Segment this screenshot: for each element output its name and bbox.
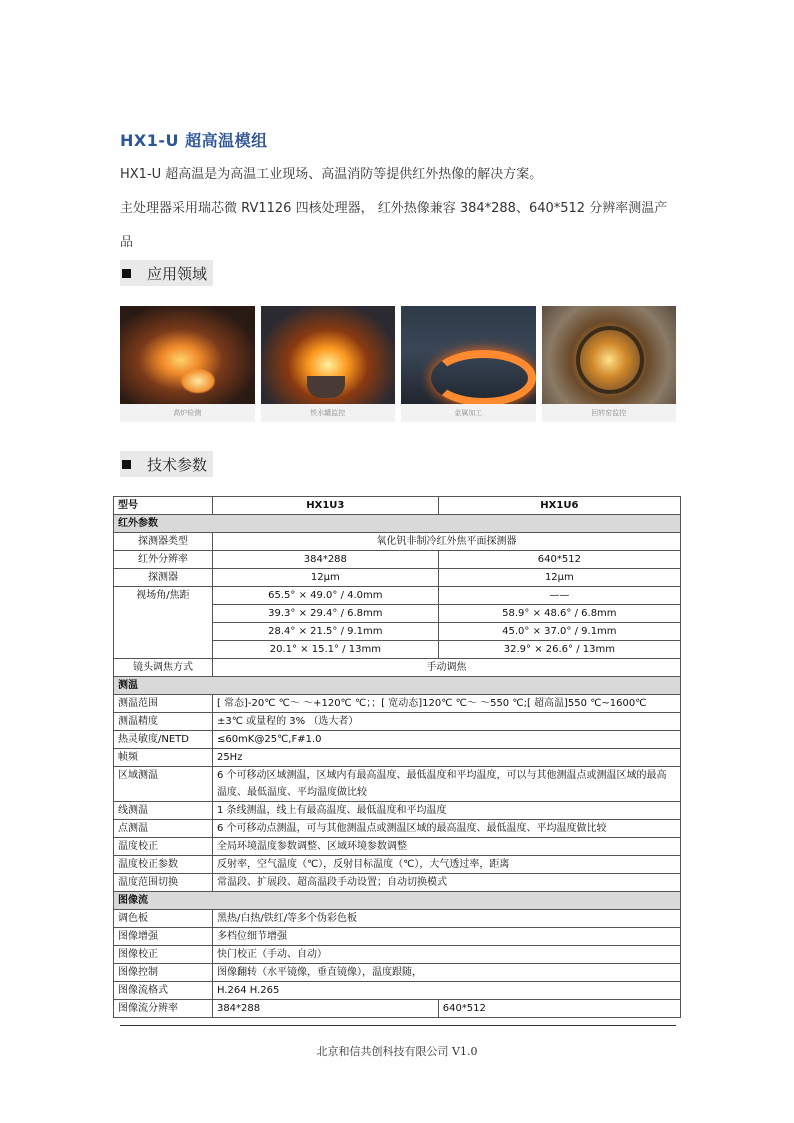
row-label: 温度校正 (114, 838, 213, 856)
row-value: ±3℃ 或量程的 3% （选大者） (212, 713, 680, 731)
rotary-kiln-photo (542, 306, 677, 404)
table-row (114, 946, 681, 964)
row-value: 384*288 (212, 551, 438, 569)
row-label: 测温范围 (114, 695, 213, 713)
square-bullet-icon (122, 269, 131, 278)
row-label: 红外分辨率 (114, 551, 213, 569)
table-row (114, 802, 681, 820)
row-value: 20.1° × 15.1° / 13mm (212, 641, 438, 659)
application-caption: 高炉检测 (173, 409, 202, 417)
row-value: 黑热/白热/铁红/等多个伪彩色板 (212, 910, 680, 928)
row-value: 全局环境温度参数调整、区域环境参数调整 (212, 838, 680, 856)
table-row (114, 551, 681, 569)
intro-line-1: HX1-U 超高温是为高温工业现场、高温消防等提供红外热像的解决方案。 (120, 167, 543, 182)
application-card (401, 306, 536, 422)
row-value: 12μm (438, 569, 680, 587)
metal-processing-photo (401, 306, 536, 404)
row-label: 热灵敏度/NETD (114, 731, 213, 749)
row-value: 65.5° × 49.0° / 4.0mm (212, 587, 438, 605)
row-value: 氧化钒非制冷红外焦平面探测器 (212, 533, 680, 551)
page-footer: 北京和信共创科技有限公司 V1.0 (316, 1045, 478, 1058)
row-label: 线测温 (114, 802, 213, 820)
section-specs (120, 451, 213, 477)
table-row (114, 1000, 681, 1018)
table-row (114, 587, 681, 605)
ladle-photo (261, 306, 396, 404)
row-value: 25Hz (212, 749, 680, 767)
footer-divider (120, 1025, 676, 1026)
table-row (114, 749, 681, 767)
application-card (120, 306, 255, 422)
table-row (114, 964, 681, 982)
row-value: [ 常态]-20℃ ℃～ ～+120℃ ℃；；[ 宽动态]120℃ ℃～ ～550 ℃;[ 超高温]550 ℃~1600℃ (212, 695, 680, 713)
table-row (114, 910, 681, 928)
blast-furnace-photo (120, 306, 255, 404)
row-label: 图像增强 (114, 928, 213, 946)
application-card (542, 306, 677, 422)
row-value: 常温段、扩展段、超高温段手动设置；自动切换模式 (212, 874, 680, 892)
group-row (114, 677, 681, 695)
row-value: 39.3° × 29.4° / 6.8mm (212, 605, 438, 623)
table-row (114, 820, 681, 838)
row-value: 12μm (212, 569, 438, 587)
row-value: 1 条线测温，线上有最高温度、最低温度和平均温度 (212, 802, 680, 820)
row-value: 多档位细节增强 (212, 928, 680, 946)
row-label: 探测器类型 (114, 533, 213, 551)
application-caption: 铁水罐监控 (310, 409, 346, 417)
row-label: 探测器 (114, 569, 213, 587)
row-label: 图像校正 (114, 946, 213, 964)
group-stream: 图像流 (114, 892, 681, 910)
table-row (114, 713, 681, 731)
application-gallery (120, 306, 676, 422)
row-value: —— (438, 587, 680, 605)
table-row (114, 533, 681, 551)
table-row (114, 838, 681, 856)
row-value: ≤60mK@25℃,F#1.0 (212, 731, 680, 749)
table-row (114, 695, 681, 713)
row-value: 45.0° × 37.0° / 9.1mm (438, 623, 680, 641)
header-model: 型号 (114, 497, 213, 515)
row-label: 温度范围切换 (114, 874, 213, 892)
table-row (114, 856, 681, 874)
row-value: 28.4° × 21.5° / 9.1mm (212, 623, 438, 641)
header-hx1u3: HX1U3 (212, 497, 438, 515)
square-bullet-icon (122, 460, 131, 469)
section-title: 技术参数 (147, 455, 208, 474)
application-card (261, 306, 396, 422)
row-label: 测温精度 (114, 713, 213, 731)
row-value: 640*512 (438, 1000, 680, 1018)
row-value: 快门校正（手动、自动） (212, 946, 680, 964)
table-row (114, 767, 681, 802)
row-label: 温度校正参数 (114, 856, 213, 874)
table-row (114, 731, 681, 749)
row-label: 区域测温 (114, 767, 213, 802)
row-value: 6 个可移动点测温，可与其他测温点或测温区域的最高温度、最低温度、平均温度做比较 (212, 820, 680, 838)
row-label: 视场角/焦距 (114, 587, 213, 659)
section-title: 应用领域 (147, 264, 208, 283)
group-measure: 测温 (114, 677, 681, 695)
row-value: 6 个可移动区域测温，区域内有最高温度、最低温度和平均温度，可以与其他测温点或测温区域的最高温度、最低温度、平均温度做比较 (212, 767, 680, 802)
table-row (114, 874, 681, 892)
application-caption: 金属加工 (454, 409, 483, 417)
row-value: H.264 H.265 (212, 982, 680, 1000)
row-label: 点测温 (114, 820, 213, 838)
row-value: 手动调焦 (212, 659, 680, 677)
row-label: 图像流格式 (114, 982, 213, 1000)
group-row (114, 515, 681, 533)
row-label: 帧频 (114, 749, 213, 767)
group-row (114, 892, 681, 910)
row-value: 反射率，空气温度（℃），反射目标温度（℃），大气透过率，距离 (212, 856, 680, 874)
application-caption: 回转窑监控 (591, 409, 627, 417)
table-header-row (114, 497, 681, 515)
row-label: 调色板 (114, 910, 213, 928)
header-hx1u6: HX1U6 (438, 497, 680, 515)
group-infrared: 红外参数 (114, 515, 681, 533)
table-row (114, 569, 681, 587)
section-applications (120, 260, 213, 286)
table-row (114, 928, 681, 946)
row-value: 384*288 (212, 1000, 438, 1018)
table-row (114, 659, 681, 677)
spec-table (113, 496, 681, 1018)
page-title: HX1-U 超高温模组 (120, 131, 268, 150)
row-value: 32.9° × 26.6° / 13mm (438, 641, 680, 659)
row-value: 58.9° × 48.6° / 6.8mm (438, 605, 680, 623)
table-row (114, 982, 681, 1000)
row-label: 图像流分辨率 (114, 1000, 213, 1018)
row-label: 图像控制 (114, 964, 213, 982)
row-value: 640*512 (438, 551, 680, 569)
intro-line-2: 主处理器采用瑞芯微 RV1126 四核处理器， 红外热像兼容 384*288、640*512 分辨率测温产品 (120, 201, 668, 250)
row-label: 镜头调焦方式 (114, 659, 213, 677)
row-value: 图像翻转（水平镜像，垂直镜像），温度跟随， (212, 964, 680, 982)
